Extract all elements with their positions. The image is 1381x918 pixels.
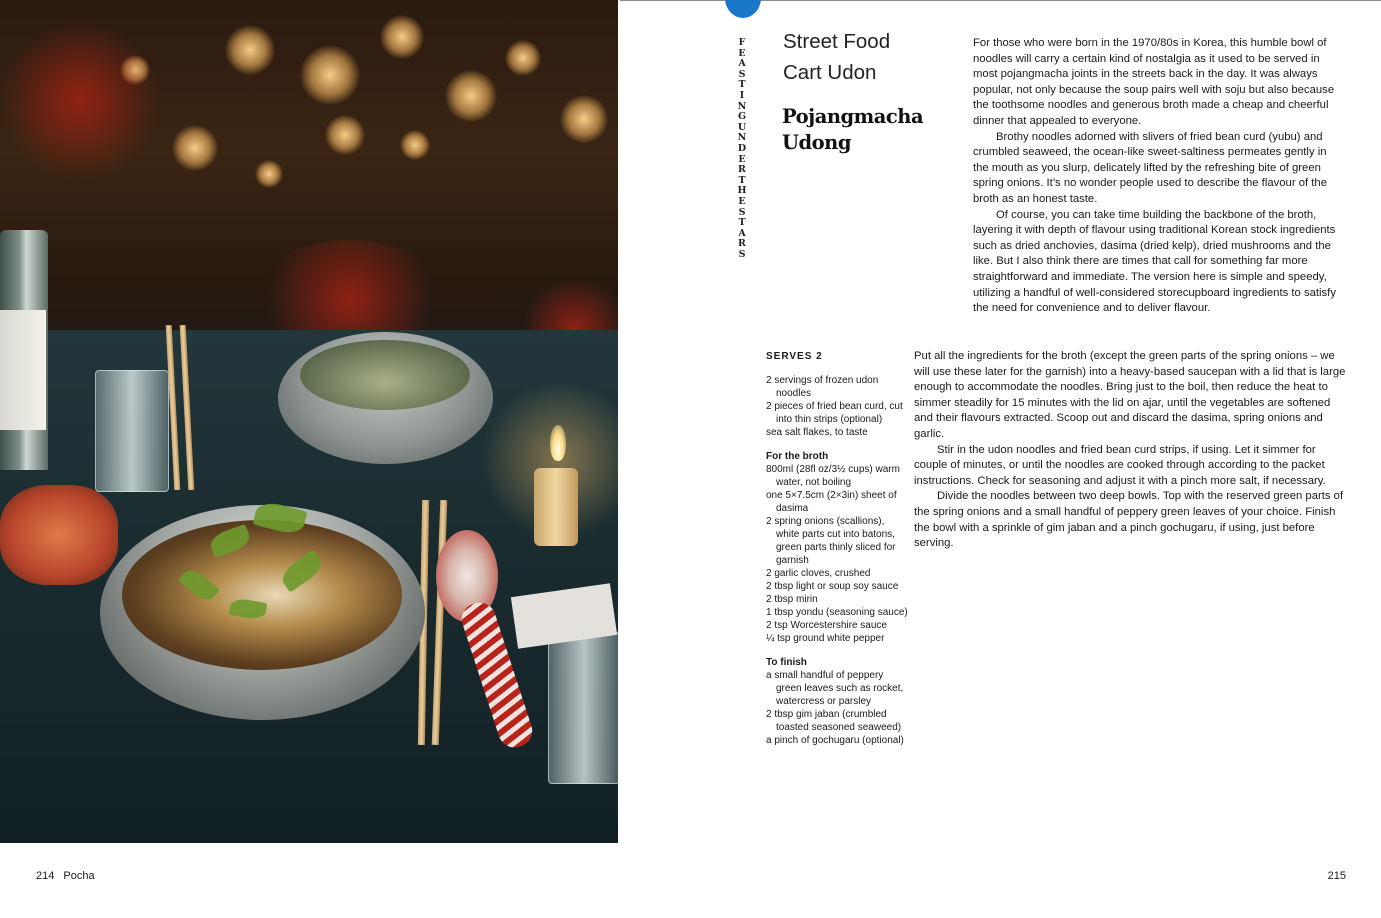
ingredient-item: 2 tbsp light or soup soy sauce [766,581,899,592]
intro-paragraph: Brothy noodles adorned with slivers of fried bean curd (yubu) and crumbled seaweed, the ocean-like sweet-saltiness permeates gently in the mouth as you slurp, delicately lifted by the refreshing bite of green spring onions. It’s no wonder people used to describe the flavour of the broth as an honest taste. [973,130,1327,205]
finish-heading: To finish [766,657,807,668]
left-section-name: Pocha [63,870,95,882]
ingredient-item: 800ml (28fl oz/3½ cups) warm water, not boiling [766,464,900,488]
ingredient-item: a pinch of gochugaru (optional) [766,735,904,746]
method-step: Put all the ingredients for the broth (except the green parts of the spring onions – we will use these later for the garnish) into a heavy-based saucepan with a lid that is large enough to accommodate the noodles. Bring just to the boil, then reduce the heat to simmer steadily for 15 minutes with the lid on ajar, until the vegetables are softened and their flavours extracted. Scoop out and discard the dasima, spring onions and garlic. [914,350,1346,440]
ingredients-list [766,374,908,758]
ingredient-item: 2 pieces of fried bean curd, cut into thin strips (optional) [766,401,903,425]
recipe-intro [973,36,1345,317]
ingredient-item: 2 spring onions (scallions), white parts cut into batons, green parts thinly sliced for garnish [766,516,896,566]
recipe-title [783,26,890,88]
section-tab-marker [725,0,761,18]
footer-left [36,870,95,882]
recipe-method [914,349,1346,552]
serves-label: SERVES 2 [766,351,823,362]
ingredient-item: ¼ tsp ground white pepper [766,633,885,644]
intro-paragraph: Of course, you can take time building the backbone of the broth, layering it with depth of flavour using traditional Korean stock ingredients such as dried anchovies, dasima (dried kelp), dried mushrooms and the like. But I also think there are times that call for something far more straightforward and immediate. The version here is simple and speedy, utilizing a handful of well-considered storecupboard ingredients to satisfy the need for convenience and to deliver flavour. [973,208,1336,315]
ingredients-main [766,374,908,439]
recipe-korean-name-line2: Udong [782,131,851,154]
ingredient-item: 2 tsp Worcestershire sauce [766,620,887,631]
method-step: Divide the noodles between two deep bowls. Top with the reserved green parts of the spring onions and a small handful of peppery green leaves of your choice. Finish the bowl with a sprinkle of gim jaban and a pinch gochugaru, if using, just before serving. [914,490,1344,550]
broth-heading: For the broth [766,451,829,462]
ingredient-item: 2 garlic cloves, crushed [766,568,871,579]
ingredient-item: 2 tbsp gim jaban (crumbled toasted seasoned seaweed) [766,709,902,733]
udon-noodle-photograph [0,0,618,843]
ingredient-item: a small handful of peppery green leaves such as rocket, watercress or parsley [766,670,904,707]
ingredient-item: one 5×7.5cm (2×3in) sheet of dasima [766,490,897,514]
ingredients-finish [766,656,908,747]
method-step: Stir in the udon noodles and fried bean curd strips, if using. Let it simmer for couple of minutes, or until the noodles are cooked through according to the packet instructions. Check for seasoning and adjust it with a pinch more salt, if necessary. [914,443,1326,487]
ingredient-item: sea salt flakes, to taste [766,427,868,438]
intro-paragraph: For those who were born in the 1970/80s in Korea, this humble bowl of noodles will carry a certain kind of nostalgia as it used to be served in most pojangmacha joints in the streets back in the day. It was always popular, not only because the soup pairs well with soju but also because the toothsome noodles and generous broth made a cheap and cheerful dinner that appealed to everyone. [973,37,1335,127]
ingredient-item: 2 tbsp mirin [766,594,818,605]
ingredient-item: 1 tbsp yondu (seasoning sauce) [766,607,908,618]
ingredients-broth [766,450,908,645]
right-page-number: 215 [1327,870,1346,882]
section-label-vertical: FEASTING UNDER THE STARS [737,37,747,260]
recipe-title-line1: Street Food [783,30,891,53]
ingredient-item: 2 servings of frozen udon noodles [766,375,879,399]
left-page-number: 214 [36,870,55,882]
recipe-title-line2: Cart Udon [783,61,877,84]
recipe-korean-name-line1: Pojangmacha [782,105,924,128]
recipe-korean-name [782,104,923,156]
